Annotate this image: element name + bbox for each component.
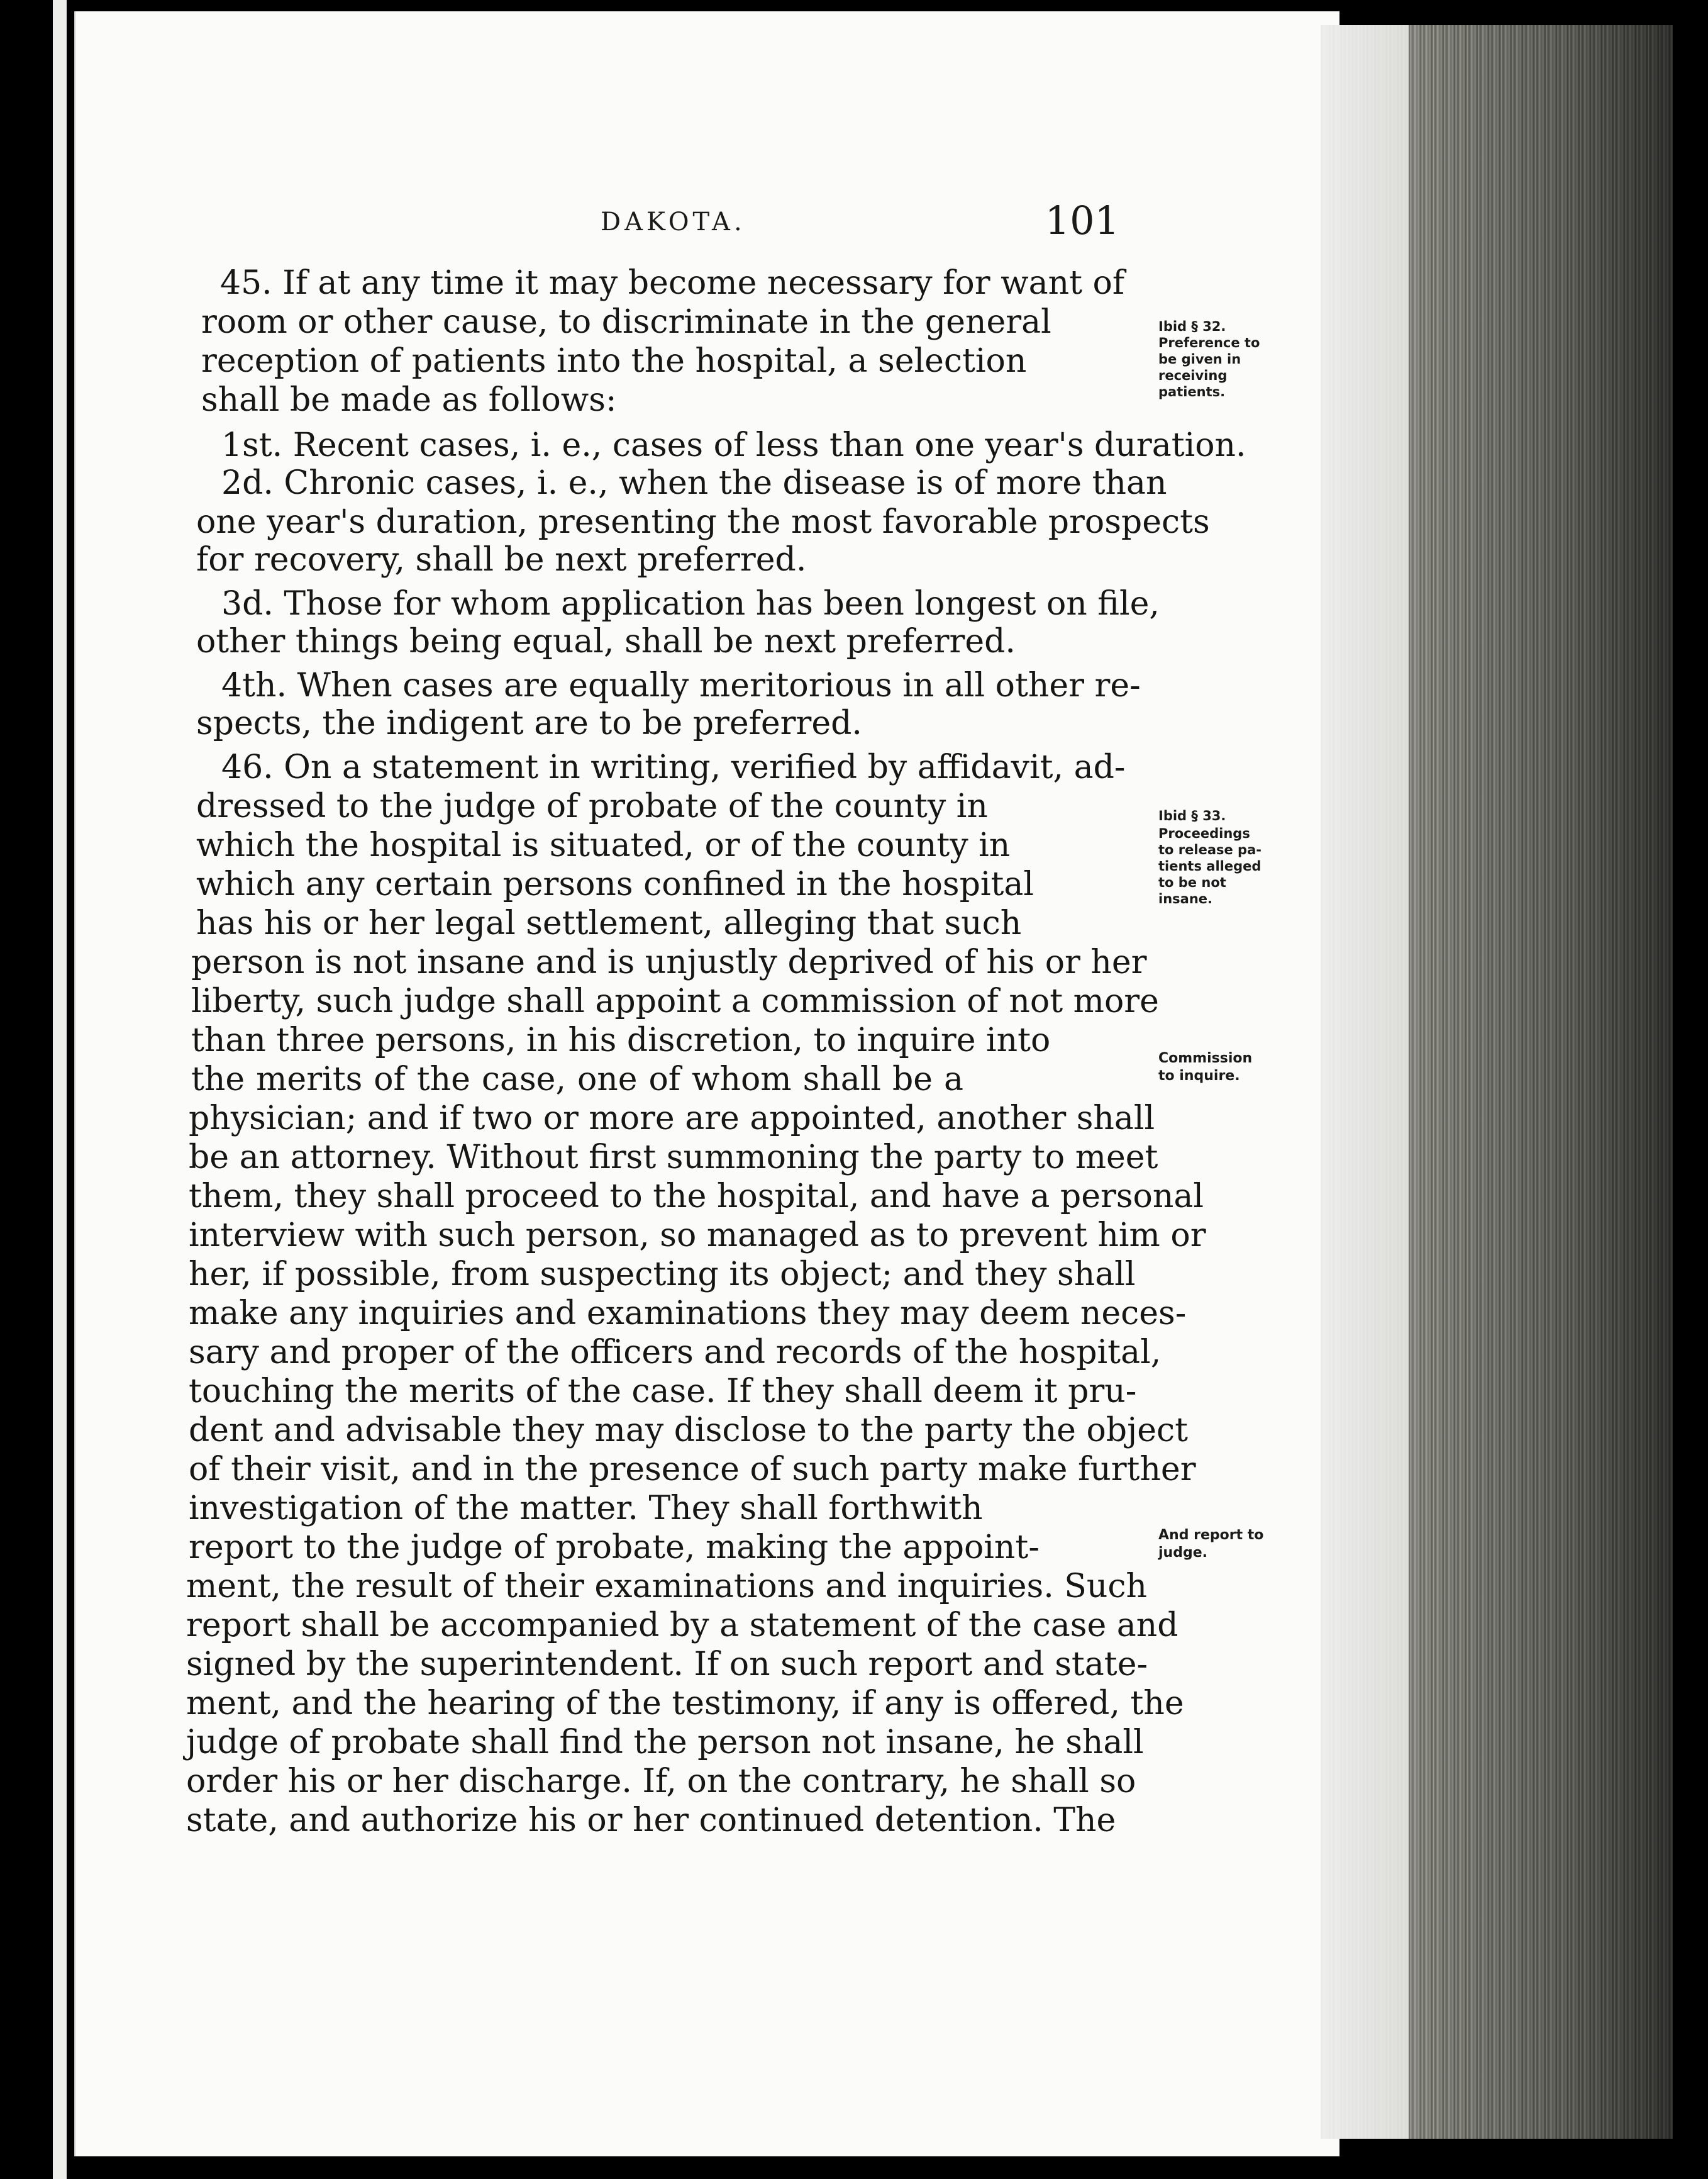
text-line: the merits of the case, one of whom shall be a — [191, 1061, 963, 1098]
text-line: touching the merits of the case. If they shall deem it pru- — [189, 1373, 1137, 1410]
text-line: liberty, such judge shall appoint a commission of not more — [191, 983, 1159, 1020]
text-line: of their visit, and in the presence of such party make further — [189, 1451, 1196, 1488]
margin-note: tients alleged — [1158, 859, 1262, 874]
text-line: one year's duration, presenting the most favorable prospects — [196, 503, 1210, 541]
text-line: than three persons, in his discretion, to inquire into — [191, 1022, 1051, 1059]
text-line: has his or her legal settlement, alleging that such — [196, 905, 1022, 942]
text-line: other things being equal, shall be next preferred. — [196, 623, 1016, 660]
text-line: for recovery, shall be next preferred. — [196, 541, 807, 579]
margin-note: Ibid § 32. — [1158, 319, 1226, 334]
margin-note: to be not — [1158, 875, 1226, 890]
text-line: state, and authorize his or her continued detention. The — [186, 1802, 1116, 1839]
text-line: her, if possible, from suspecting its object; and they shall — [189, 1256, 1136, 1293]
page-edge-shadow — [1321, 25, 1673, 2139]
margin-note: Ibid § 33. — [1158, 808, 1226, 823]
text-line: spects, the indigent are to be preferred. — [196, 705, 862, 742]
text-line: 3d. Those for whom application has been longest on file, — [221, 585, 1160, 623]
text-line: ment, the result of their examinations and inquiries. Such — [186, 1568, 1147, 1605]
margin-note: Proceedings — [1158, 826, 1250, 841]
running-head: DAKOTA. — [601, 208, 746, 237]
text-line: which any certain persons confined in the hospital — [196, 866, 1034, 903]
text-line: them, they shall proceed to the hospital, and have a personal — [189, 1178, 1204, 1215]
text-line: investigation of the matter. They shall forthwith — [189, 1490, 983, 1527]
text-line: reception of patients into the hospital, a selection — [201, 342, 1027, 380]
margin-note: insane. — [1158, 891, 1212, 906]
margin-note: receiving — [1158, 368, 1228, 383]
text-line: order his or her discharge. If, on the contrary, he shall so — [186, 1763, 1136, 1800]
text-line: 1st. Recent cases, i. e., cases of less than one year's duration. — [221, 426, 1246, 464]
text-line: ment, and the hearing of the testimony, if any is offered, the — [186, 1685, 1184, 1722]
margin-note: to release pa- — [1158, 842, 1262, 857]
text-line: 2d. Chronic cases, i. e., when the disease is of more than — [221, 464, 1167, 502]
text-line: person is not insane and is unjustly deprived of his or her — [191, 944, 1147, 981]
text-line: 45. If at any time it may become necessary for want of — [220, 264, 1125, 302]
margin-note: to inquire. — [1158, 1068, 1240, 1084]
text-line: shall be made as follows: — [201, 381, 617, 419]
text-line: 46. On a statement in writing, verified by affidavit, ad- — [221, 749, 1126, 786]
text-line: interview with such person, so managed as to prevent him or — [189, 1217, 1206, 1254]
text-line: physician; and if two or more are appointed, another shall — [189, 1100, 1155, 1137]
text-line: report to the judge of probate, making the appoint- — [189, 1529, 1040, 1566]
text-line: 4th. When cases are equally meritorious in all other re- — [221, 667, 1141, 705]
page-number: 101 — [1045, 198, 1119, 243]
margin-note: Commission — [1158, 1050, 1253, 1066]
page-header — [189, 195, 1119, 252]
text-line: which the hospital is situated, or of the county in — [196, 827, 1011, 864]
margin-note: be given in — [1158, 352, 1241, 367]
margin-note: judge. — [1158, 1545, 1207, 1561]
text-line: dressed to the judge of probate of the county in — [196, 788, 988, 825]
margin-note: patients. — [1158, 384, 1226, 399]
text-line: be an attorney. Without first summoning the party to meet — [189, 1139, 1158, 1176]
margin-note: And report to — [1158, 1527, 1264, 1543]
text-line: judge of probate shall find the person not insane, he shall — [186, 1724, 1144, 1761]
text-line: make any inquiries and examinations they may deem neces- — [189, 1295, 1187, 1332]
text-line: sary and proper of the officers and records of the hospital, — [189, 1334, 1162, 1371]
text-line: report shall be accompanied by a statement of the case and — [186, 1607, 1178, 1644]
text-line: room or other cause, to discriminate in the general — [201, 303, 1051, 341]
facing-page-edge — [53, 0, 67, 2179]
body-text — [182, 264, 1264, 1912]
text-line: dent and advisable they may disclose to the party the object — [189, 1412, 1188, 1449]
text-line: signed by the superintendent. If on such report and state- — [186, 1646, 1148, 1683]
margin-note: Preference to — [1158, 335, 1260, 350]
